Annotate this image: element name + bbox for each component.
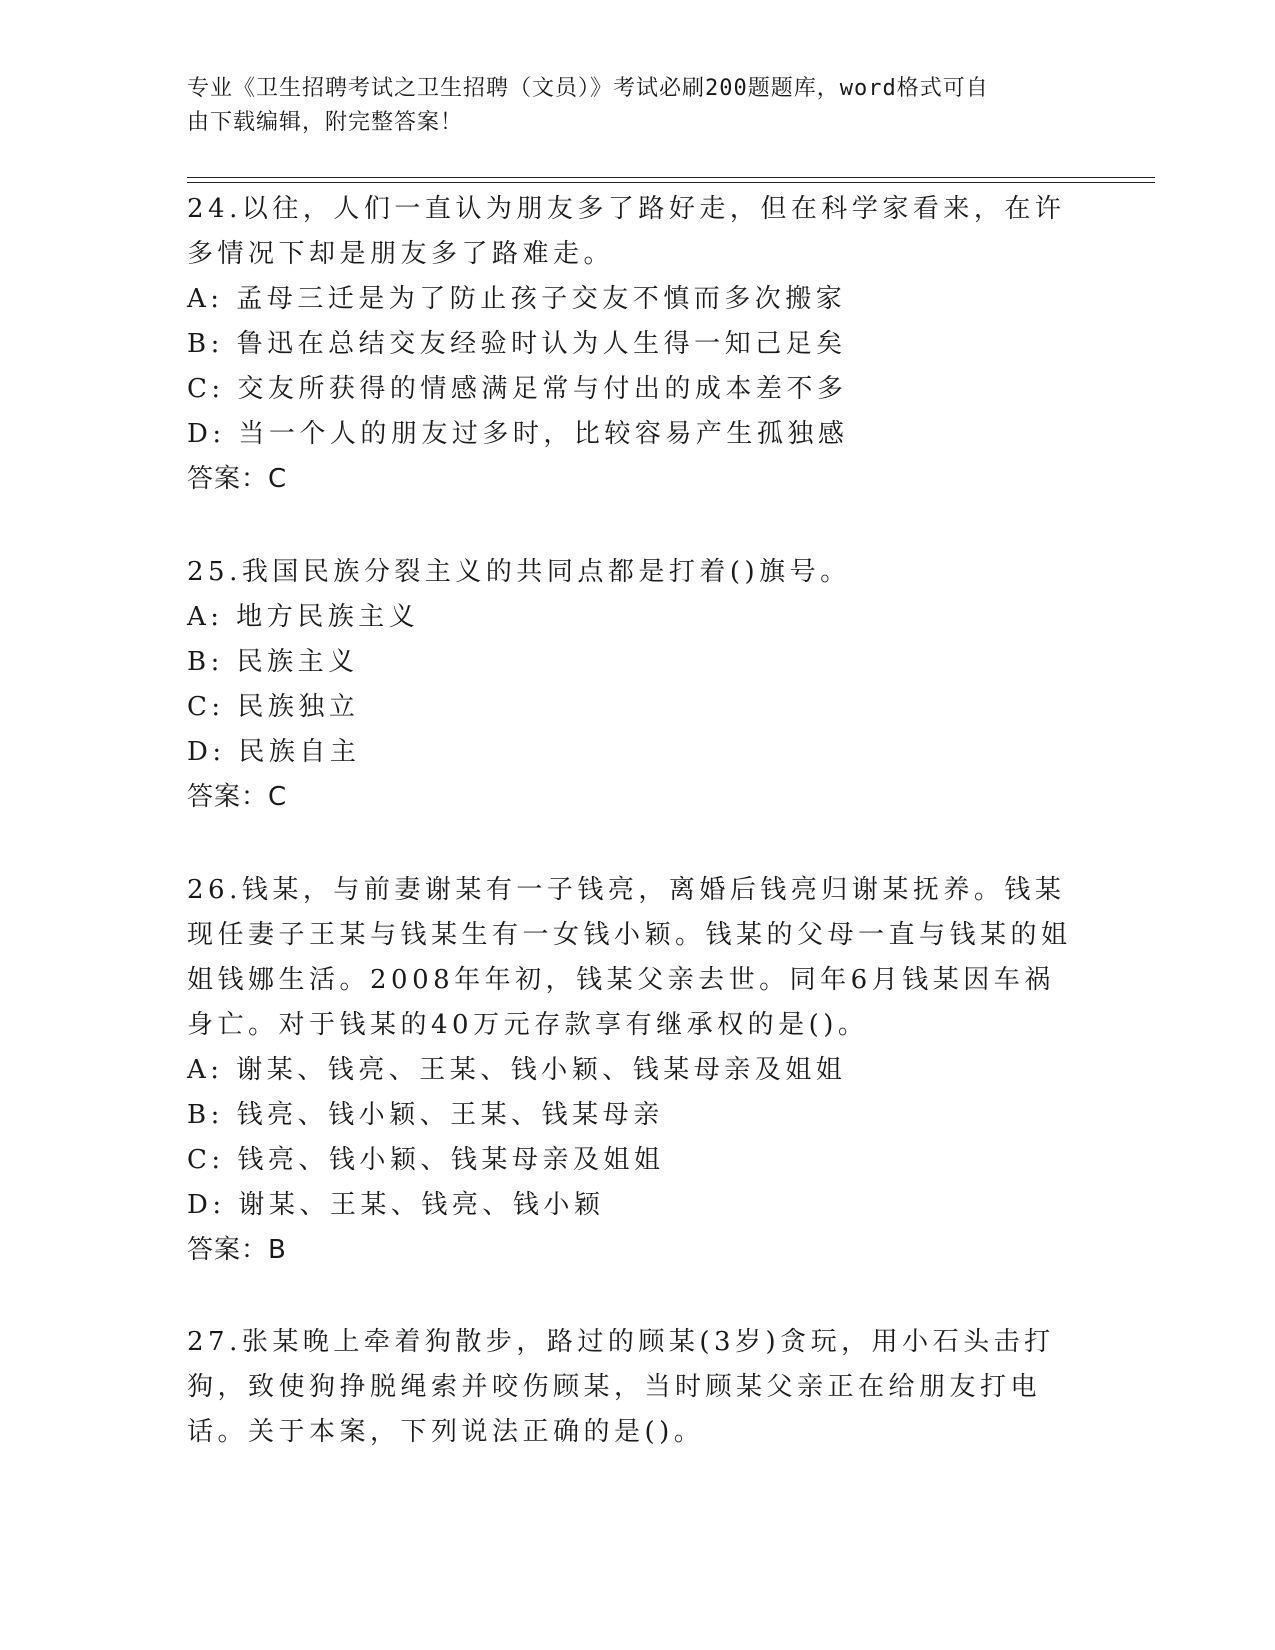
- option-a: A: 谢某、钱亮、王某、钱小颖、钱某母亲及姐姐: [187, 1055, 847, 1085]
- question-26: [187, 868, 1077, 1273]
- answer: 答案：B: [187, 1235, 287, 1265]
- option-a: A: 孟母三迁是为了防止孩子交友不慎而多次搬家: [187, 284, 847, 314]
- question-25: [187, 550, 1077, 820]
- option-d: D: 谢某、王某、钱亮、钱小颖: [187, 1190, 605, 1220]
- question-stem: 27.张某晚上牵着狗散步，路过的顾某(3岁)贪玩，用小石头击打狗，致使狗挣脱绳索并咬伤顾某，当时顾某父亲正在给朋友打电话。关于本案，下列说法正确的是()。: [187, 1327, 1055, 1447]
- answer: 答案：C: [187, 464, 288, 494]
- option-a: A: 地方民族主义: [187, 602, 420, 632]
- header-line-2: 由下载编辑，附完整答案！: [187, 110, 464, 135]
- option-c: C: 钱亮、钱小颖、钱某母亲及姐姐: [187, 1145, 665, 1175]
- question-stem: 26.钱某，与前妻谢某有一子钱亮，离婚后钱亮归谢某抚养。钱某现任妻子王某与钱某生有一女钱小颖。钱某的父母一直与钱某的姐姐钱娜生活。2008年年初，钱某父亲去世。同年6月钱某因车祸身亡。对于钱某的40万元存款享有继承权的是()。: [187, 875, 1072, 1040]
- header-rule-bottom: [187, 182, 1155, 183]
- header-rule-top: [187, 177, 1155, 178]
- option-c: C: 民族独立: [187, 692, 360, 722]
- answer: 答案：C: [187, 782, 288, 812]
- question-27: [187, 1320, 1077, 1455]
- option-b: B: 鲁迅在总结交友经验时认为人生得一知己足矣: [187, 329, 847, 359]
- question-24: [187, 187, 1077, 502]
- question-stem: 24.以往，人们一直认为朋友多了路好走，但在科学家看来，在许多情况下却是朋友多了路难走。: [187, 194, 1066, 269]
- option-d: D: 当一个人的朋友过多时，比较容易产生孤独感: [187, 419, 849, 449]
- option-b: B: 民族主义: [187, 647, 359, 677]
- header-line-1: 专业《卫生招聘考试之卫生招聘（文员）》考试必刷200题题库，word格式可自: [187, 76, 989, 101]
- option-b: B: 钱亮、钱小颖、王某、钱某母亲: [187, 1100, 664, 1130]
- question-stem: 25.我国民族分裂主义的共同点都是打着()旗号。: [187, 557, 851, 587]
- option-d: D: 民族自主: [187, 737, 361, 767]
- option-c: C: 交友所获得的情感满足常与付出的成本差不多: [187, 374, 848, 404]
- page-header: [187, 72, 1067, 140]
